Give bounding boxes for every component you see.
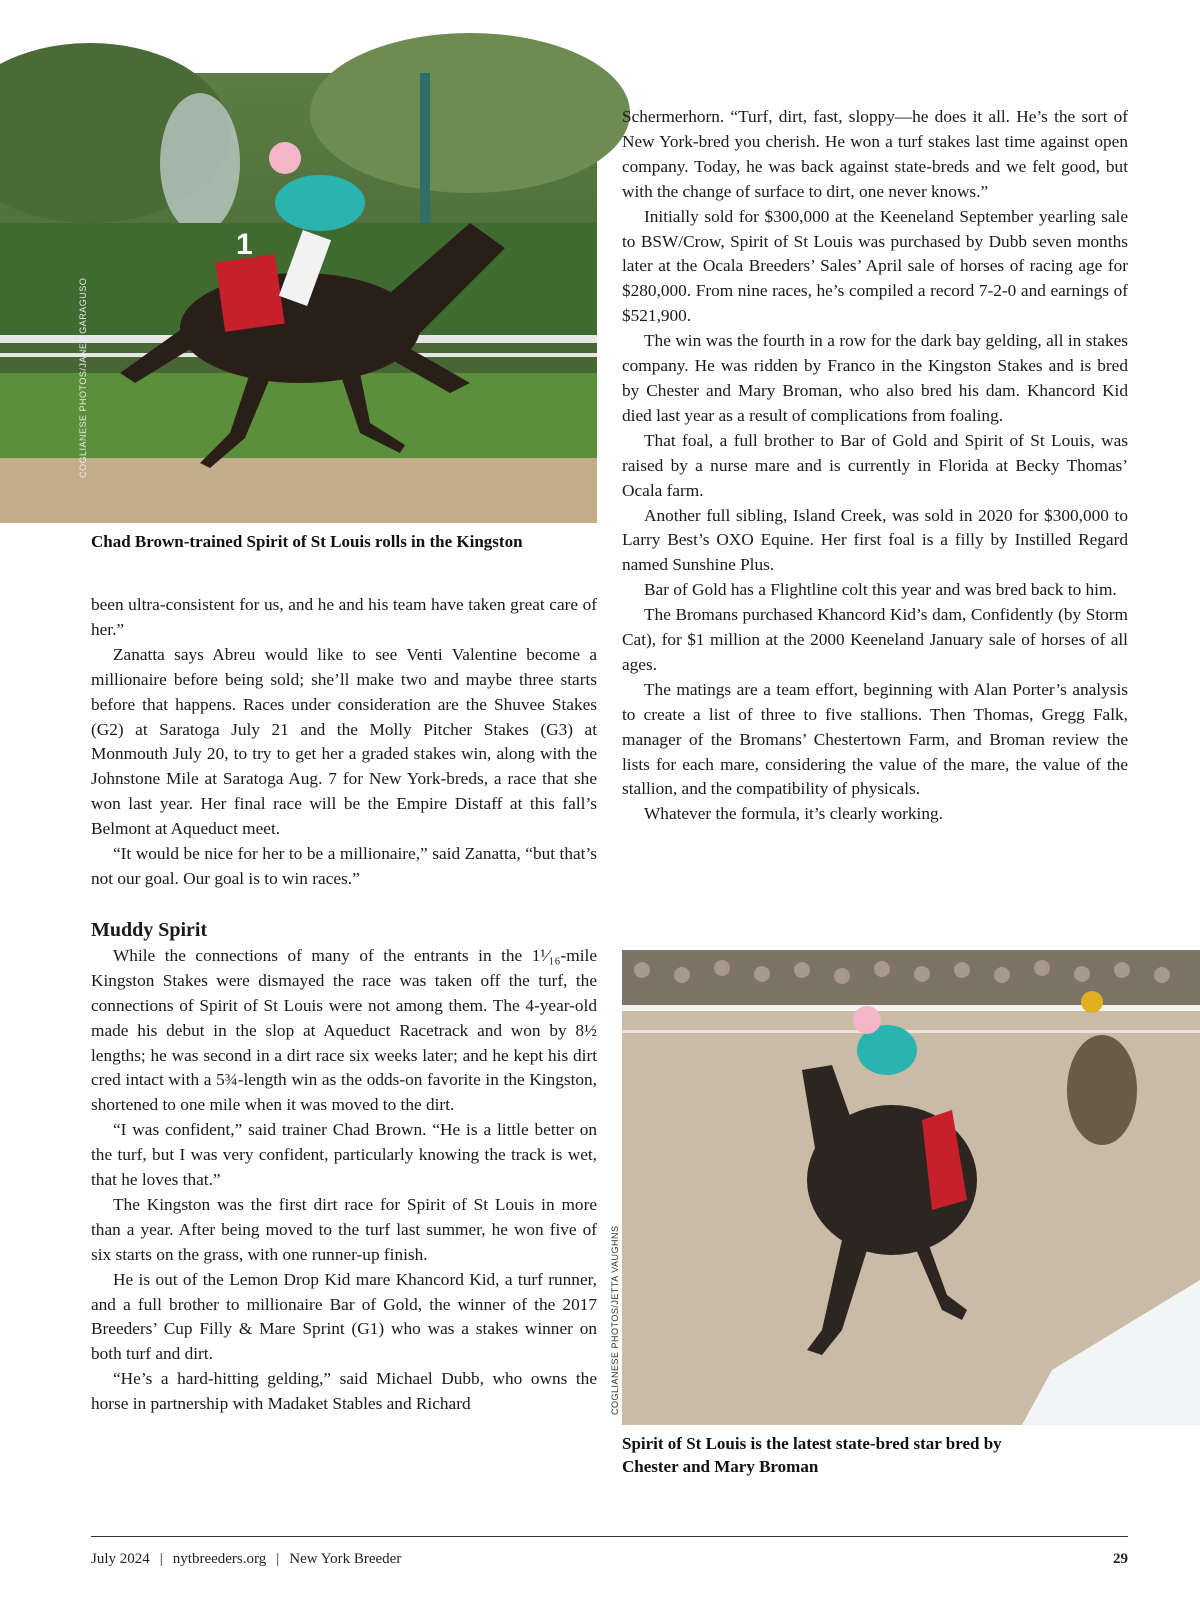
paragraph: The matings are a team effort, beginning with Alan Porter’s analysis to create a list of three to five stallions. Then Thomas, Gregg Falk, manager of the Bromans’ Chestertown Farm, and Broman review the lists for each mare, considering the value of the mare, the value of the stallion, and the compatibility of physicals. — [622, 679, 1128, 799]
paragraph: Whatever the formula, it’s clearly working. — [644, 804, 943, 824]
photo-caption-bottom: Spirit of St Louis is the latest state-bred star bred by Chester and Mary Broman — [622, 1434, 1002, 1476]
paragraph: Zanatta says Abreu would like to see Venti Valentine become a millionaire before being sold; she’ll make two and maybe three starts before that happens. Races under consideration are the Shuvee Stakes (G2) at Saratoga July 21 and the Molly Pitcher Stakes (G3) at Monmouth July 20, to try to get her a graded stakes win, along with the Johnstone Mile at Saratoga Aug. 7 for New York-breds, a race that she won last year. Her final race will be the Empire Distaff at this fall’s Belmont at Aqueduct meet. — [91, 644, 597, 839]
page-number: 29 — [1113, 1551, 1128, 1567]
left-column — [91, 593, 597, 1417]
photo-top — [0, 73, 597, 523]
paragraph: He is out of the Lemon Drop Kid mare Khancord Kid, a turf runner, and a full brother to millionaire Bar of Gold, the winner of the 2017 Breeders’ Cup Filly & Mare Sprint (G1) who was a stakes winner on both turf and dirt. — [91, 1269, 597, 1364]
photo-bottom — [610, 950, 1200, 1425]
paragraph: The win was the fourth in a row for the dark bay gelding, all in stakes company. He was ridden by Franco in the Kingston Stakes and is bred by Chester and Mary Broman, who also bred his dam. Khancord Kid died last year as a result of complications from foaling. — [622, 331, 1128, 425]
paragraph: That foal, a full brother to Bar of Gold and Spirit of St Louis, was raised by a nurse mare and is currently in Florida at Becky Thomas’ Ocala farm. — [622, 430, 1128, 500]
paragraph: “It would be nice for her to be a millionaire,” said Zanatta, “but that’s not our goal. Our goal is to win races.” — [91, 844, 597, 888]
photo-credit: COGLIANESE PHOTOS/JETTA VAUGHNS — [610, 1225, 620, 1415]
paragraph: Schermerhorn. “Turf, dirt, fast, sloppy—he does it all. He’s the sort of New York-bred you cherish. He won a turf stakes last time against open company. Today, he was back against state-breds and we felt good, but with the change of surface to dirt, one never knows.” — [622, 107, 1128, 201]
paragraph: “I was confident,” said trainer Chad Brown. “He is a little better on the turf, but I was very confident, particularly knowing the track is wet, that he loves that.” — [91, 1120, 597, 1190]
photo-caption-top: Chad Brown-trained Spirit of St Louis rolls in the Kingston — [91, 532, 523, 551]
footer-site-link[interactable]: nytbreeders.org — [172, 1551, 267, 1567]
footer-rule — [91, 1536, 1128, 1537]
horse-turf-illustration — [0, 73, 597, 523]
right-column — [622, 105, 1128, 827]
paragraph: “He’s a hard-hitting gelding,” said Michael Dubb, who owns the horse in partnership with Madaket Stables and Richard — [91, 1369, 597, 1414]
paragraph: been ultra-consistent for us, and he and his team have taken great care of her.” — [91, 595, 597, 639]
footer-publication: New York Breeder — [289, 1551, 402, 1567]
paragraph: While the connections of many of the entrants in the 1¹⁄₁₆-mile Kingston Stakes were dismayed the race was taken off the turf, the connections of Spirit of St Louis were not among them. The 4-year-old made his debut in the slop at Aqueduct Racetrack and won by 8½ lengths; he was second in a dirt race six weeks later; and he kept his dirt cred intact with a 5¾-length win as the odds-on favorite in the Kingston, shortened to one mile when it was moved to the dirt. — [91, 945, 597, 1115]
paragraph: Bar of Gold has a Flightline colt this year and was bred back to him. — [644, 580, 1117, 600]
paragraph: Another full sibling, Island Creek, was sold in 2020 for $300,000 to Larry Best’s OXO Equine. Her first foal is a filly by Instilled Regard named Sunshine Plus. — [622, 505, 1128, 575]
horse-dirt-illustration — [622, 950, 1200, 1425]
footer-date: July 2024 — [91, 1551, 150, 1567]
paragraph: The Bromans purchased Khancord Kid’s dam, Confidently (by Storm Cat), for $1 million at the 2000 Keeneland January sale of horses of all ages. — [622, 605, 1128, 674]
photo-credit: COGLIANESE PHOTOS/JANET GARAGUSO — [78, 277, 88, 478]
section-heading: Muddy Spirit — [91, 918, 208, 941]
footer: July 2024 | nytbreeders.org | New York Breeder 29 — [91, 1551, 1128, 1567]
paragraph: Initially sold for $300,000 at the Keeneland September yearling sale to BSW/Crow, Spirit of St Louis was purchased by Dubb seven months later at the Ocala Breeders’ Sales’ April sale of horses of racing age for $280,000. From nine races, he’s compiled a record 7-2-0 and earnings of $521,900. — [622, 206, 1128, 326]
paragraph: The Kingston was the first dirt race for Spirit of St Louis in more than a year. After being moved to the turf last summer, he won five of six starts on the grass, with one runner-up finish. — [91, 1194, 597, 1264]
saddle-number: 1 — [236, 228, 253, 261]
